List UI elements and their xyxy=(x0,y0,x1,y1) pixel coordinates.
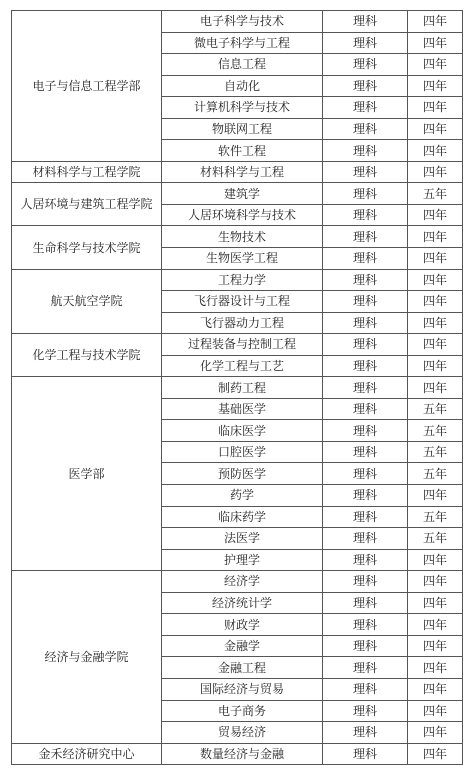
major-cell: 材料科学与工程 xyxy=(162,161,323,183)
category-cell: 理科 xyxy=(323,334,408,356)
duration-cell: 五年 xyxy=(408,463,463,485)
major-cell: 预防医学 xyxy=(162,463,323,485)
major-cell: 电子科学与技术 xyxy=(162,11,323,33)
category-cell: 理科 xyxy=(323,54,408,76)
duration-cell: 四年 xyxy=(408,204,463,226)
major-cell: 贸易经济 xyxy=(162,722,323,744)
category-cell: 理科 xyxy=(323,441,408,463)
duration-cell: 四年 xyxy=(408,140,463,162)
table-row xyxy=(12,334,463,356)
major-cell: 飞行器设计与工程 xyxy=(162,291,323,313)
category-cell: 理科 xyxy=(323,204,408,226)
major-cell: 临床医学 xyxy=(162,420,323,442)
category-cell: 理科 xyxy=(323,183,408,205)
duration-cell: 四年 xyxy=(408,269,463,291)
duration-cell: 四年 xyxy=(408,355,463,377)
category-cell: 理科 xyxy=(323,420,408,442)
major-cell: 基础医学 xyxy=(162,398,323,420)
duration-cell: 四年 xyxy=(408,700,463,722)
department-cell: 电子与信息工程学部 xyxy=(12,11,162,162)
duration-cell: 四年 xyxy=(408,592,463,614)
category-cell: 理科 xyxy=(323,700,408,722)
major-cell: 工程力学 xyxy=(162,269,323,291)
category-cell: 理科 xyxy=(323,678,408,700)
category-cell: 理科 xyxy=(323,722,408,744)
category-cell: 理科 xyxy=(323,506,408,528)
category-cell: 理科 xyxy=(323,291,408,313)
duration-cell: 四年 xyxy=(408,614,463,636)
category-cell: 理科 xyxy=(323,485,408,507)
table-row xyxy=(12,161,463,183)
department-cell: 材料科学与工程学院 xyxy=(12,161,162,183)
category-cell: 理科 xyxy=(323,657,408,679)
duration-cell: 四年 xyxy=(408,32,463,54)
major-cell: 护理学 xyxy=(162,549,323,571)
majors-table xyxy=(11,10,463,765)
duration-cell: 四年 xyxy=(408,54,463,76)
table-row xyxy=(12,11,463,33)
department-cell: 航天航空学院 xyxy=(12,269,162,334)
table-row xyxy=(12,183,463,205)
duration-cell: 四年 xyxy=(408,161,463,183)
major-cell: 化学工程与工艺 xyxy=(162,355,323,377)
major-cell: 微电子科学与工程 xyxy=(162,32,323,54)
duration-cell: 四年 xyxy=(408,248,463,270)
table-row xyxy=(12,226,463,248)
major-cell: 财政学 xyxy=(162,614,323,636)
major-cell: 自动化 xyxy=(162,75,323,97)
category-cell: 理科 xyxy=(323,161,408,183)
duration-cell: 五年 xyxy=(408,398,463,420)
category-cell: 理科 xyxy=(323,571,408,593)
category-cell: 理科 xyxy=(323,398,408,420)
category-cell: 理科 xyxy=(323,32,408,54)
category-cell: 理科 xyxy=(323,614,408,636)
major-cell: 过程装备与控制工程 xyxy=(162,334,323,356)
category-cell: 理科 xyxy=(323,635,408,657)
duration-cell: 四年 xyxy=(408,678,463,700)
duration-cell: 五年 xyxy=(408,420,463,442)
category-cell: 理科 xyxy=(323,248,408,270)
department-cell: 生命科学与技术学院 xyxy=(12,226,162,269)
major-cell: 经济学 xyxy=(162,571,323,593)
duration-cell: 五年 xyxy=(408,528,463,550)
duration-cell: 四年 xyxy=(408,657,463,679)
category-cell: 理科 xyxy=(323,312,408,334)
major-cell: 金融学 xyxy=(162,635,323,657)
table-row xyxy=(12,571,463,593)
table-row xyxy=(12,269,463,291)
major-cell: 口腔医学 xyxy=(162,441,323,463)
category-cell: 理科 xyxy=(323,549,408,571)
duration-cell: 四年 xyxy=(408,226,463,248)
table-row xyxy=(12,743,463,765)
major-cell: 建筑学 xyxy=(162,183,323,205)
major-cell: 经济统计学 xyxy=(162,592,323,614)
major-cell: 药学 xyxy=(162,485,323,507)
major-cell: 计算机科学与技术 xyxy=(162,97,323,119)
category-cell: 理科 xyxy=(323,118,408,140)
category-cell: 理科 xyxy=(323,11,408,33)
department-cell: 人居环境与建筑工程学院 xyxy=(12,183,162,226)
major-cell: 飞行器动力工程 xyxy=(162,312,323,334)
department-cell: 经济与金融学院 xyxy=(12,571,162,743)
category-cell: 理科 xyxy=(323,269,408,291)
category-cell: 理科 xyxy=(323,97,408,119)
duration-cell: 四年 xyxy=(408,549,463,571)
major-cell: 生物技术 xyxy=(162,226,323,248)
duration-cell: 四年 xyxy=(408,11,463,33)
major-cell: 软件工程 xyxy=(162,140,323,162)
category-cell: 理科 xyxy=(323,592,408,614)
category-cell: 理科 xyxy=(323,140,408,162)
duration-cell: 四年 xyxy=(408,334,463,356)
department-cell: 金禾经济研究中心 xyxy=(12,743,162,765)
duration-cell: 四年 xyxy=(408,377,463,399)
duration-cell: 四年 xyxy=(408,743,463,765)
major-cell: 信息工程 xyxy=(162,54,323,76)
department-cell: 医学部 xyxy=(12,377,162,571)
major-cell: 物联网工程 xyxy=(162,118,323,140)
major-cell: 制药工程 xyxy=(162,377,323,399)
majors-table-body xyxy=(12,11,463,765)
duration-cell: 四年 xyxy=(408,118,463,140)
duration-cell: 四年 xyxy=(408,571,463,593)
duration-cell: 四年 xyxy=(408,485,463,507)
category-cell: 理科 xyxy=(323,377,408,399)
duration-cell: 四年 xyxy=(408,291,463,313)
category-cell: 理科 xyxy=(323,226,408,248)
major-cell: 人居环境科学与技术 xyxy=(162,204,323,226)
duration-cell: 四年 xyxy=(408,312,463,334)
department-cell: 化学工程与技术学院 xyxy=(12,334,162,377)
duration-cell: 四年 xyxy=(408,97,463,119)
table-row xyxy=(12,377,463,399)
major-cell: 生物医学工程 xyxy=(162,248,323,270)
major-cell: 法医学 xyxy=(162,528,323,550)
category-cell: 理科 xyxy=(323,528,408,550)
duration-cell: 四年 xyxy=(408,635,463,657)
major-cell: 金融工程 xyxy=(162,657,323,679)
category-cell: 理科 xyxy=(323,355,408,377)
major-cell: 电子商务 xyxy=(162,700,323,722)
major-cell: 数量经济与金融 xyxy=(162,743,323,765)
duration-cell: 五年 xyxy=(408,183,463,205)
duration-cell: 五年 xyxy=(408,506,463,528)
duration-cell: 四年 xyxy=(408,722,463,744)
category-cell: 理科 xyxy=(323,75,408,97)
category-cell: 理科 xyxy=(323,743,408,765)
major-cell: 临床药学 xyxy=(162,506,323,528)
duration-cell: 五年 xyxy=(408,441,463,463)
major-cell: 国际经济与贸易 xyxy=(162,678,323,700)
category-cell: 理科 xyxy=(323,463,408,485)
duration-cell: 四年 xyxy=(408,75,463,97)
